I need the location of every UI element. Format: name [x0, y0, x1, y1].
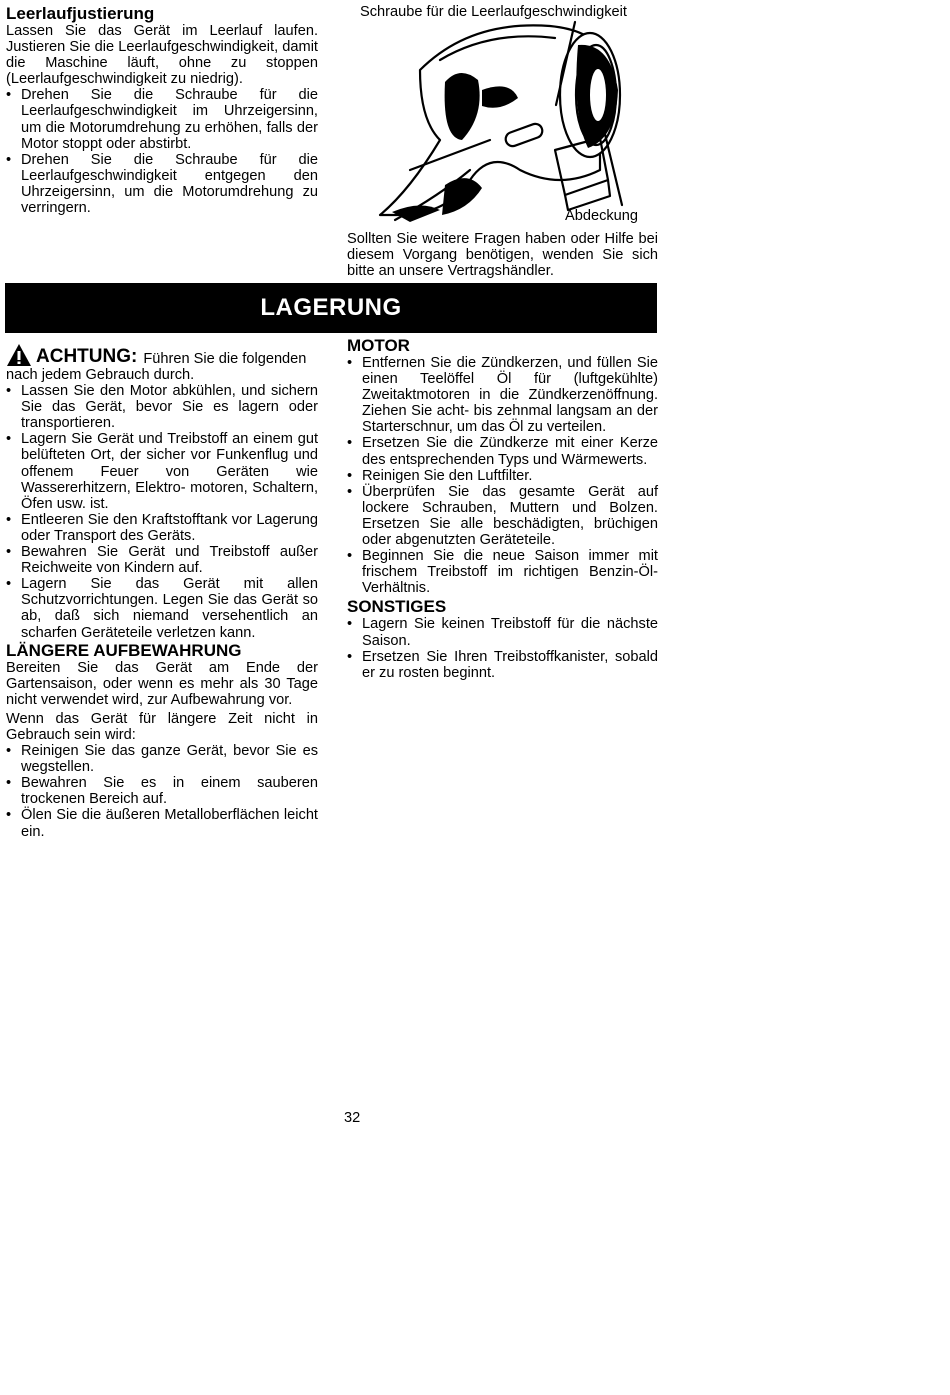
warning-text: Führen Sie die folgenden — [143, 350, 307, 367]
figure-caption-block — [347, 231, 658, 279]
warning-bullet: • Lagern Sie das Gerät mit allen Schutzvorrichtungen. Legen Sie das Gerät so ab, daß sich niemand versehentlich an scharfen Geräteteile verletzen kann. — [6, 576, 318, 640]
misc-bullet: • Ersetzen Sie Ihren Treibstoffkanister, sobald er zu rosten beginnt. — [347, 649, 658, 681]
warning-bullet: • Entleeren Sie den Kraftstofftank vor Lagerung oder Transport des Geräts. — [6, 512, 318, 544]
idle-section — [6, 5, 318, 216]
motor-heading: MOTOR — [347, 336, 410, 355]
idle-heading: Leerlaufjustierung — [6, 4, 155, 23]
section-banner — [5, 283, 657, 333]
long-storage-heading: LÄNGERE AUFBEWAHRUNG — [6, 640, 242, 660]
long-storage-bullet: • Reinigen Sie das ganze Gerät, bevor Sie es wegstellen. — [6, 743, 318, 775]
idle-bullet: • Drehen Sie die Schraube für die Leerlaufgeschwindigkeit entgegen den Uhrzeigersinn, um die Motorumdrehung zu verringern. — [6, 152, 318, 216]
warning-section — [6, 343, 318, 840]
warning-bullet: • Bewahren Sie Gerät und Treibstoff außer Reichweite von Kindern auf. — [6, 544, 318, 576]
idle-intro: Lassen Sie das Gerät im Leerlauf laufen. Justieren Sie die Leerlaufgeschwindigkeit, damit die Maschine läuft, ohne zu stoppen (Leerlaufgeschwindigkeit zu niedrig). — [6, 23, 318, 88]
motor-bullet: • Überprüfen Sie das gesamte Gerät auf lockere Schrauben, Muttern und Bolzen. Ersetzen Sie alle beschädigten, brüchigen oder abgenutzten Geräteteile. — [347, 484, 658, 548]
warning-text-cont: nach jedem Gebrauch durch. — [6, 367, 195, 383]
long-storage-para1: Bereiten Sie das Gerät am Ende der Gartensaison, oder wenn es mehr als 30 Tage nicht verwendet wird, zur Aufbewahrung vor. — [6, 659, 318, 708]
misc-heading: SONSTIGES — [347, 597, 447, 617]
motor-bullet: • Reinigen Sie den Luftfilter. — [347, 468, 658, 484]
long-storage-list — [6, 743, 318, 840]
figure-label-cover: Abdeckung — [565, 208, 639, 224]
motor-list — [347, 355, 658, 596]
warning-bullet: • Lagern Sie Gerät und Treibstoff an einem gut belüfteten Ort, der sicher vor Funkenflug und offenem Feuer von Geräten wie Wassererhitzern, Elektro- motoren, Schaltern, Öfen usw. ist. — [6, 431, 318, 511]
idle-bullet: • Drehen Sie die Schraube für die Leerlaufgeschwindigkeit im Uhrzeigersinn, um die Motorumdrehung zu erhöhen, falls der Motor stoppt oder abstirbt. — [6, 87, 318, 151]
misc-bullet: • Lagern Sie keinen Treibstoff für die nächste Saison. — [347, 616, 658, 648]
figure-caption: Sollten Sie weitere Fragen haben oder Hilfe bei diesem Vorgang benötigen, wenden Sie sich bitte an unsere Vertragshändler. — [347, 231, 658, 280]
blower-engine-illustration — [350, 20, 660, 230]
motor-bullet: • Entfernen Sie die Zündkerzen, und füllen Sie einen Teelöffel Öl für (luftgekühlte) Zweitaktmotoren in die Zündkerzenöffnung. Ziehen Sie acht- bis zehnmal langsam an der Starterschnur, um das Öl zu verteilen. — [347, 355, 658, 435]
warning-header — [6, 343, 318, 367]
page-number: 32 — [344, 1110, 361, 1126]
long-storage-para2: Wenn das Gerät für längere Zeit nicht in Gebrauch sein wird: — [6, 710, 318, 743]
warning-list — [6, 383, 318, 641]
motor-section — [347, 337, 658, 681]
misc-list — [347, 616, 658, 680]
warning-triangle-icon — [6, 343, 32, 367]
long-storage-bullet: • Ölen Sie die äußeren Metalloberflächen leicht ein. — [6, 807, 318, 839]
motor-bullet: • Beginnen Sie die neue Saison immer mit frischem Treibstoff im richtigen Benzin-Öl-Verhältnis. — [347, 548, 658, 596]
banner-title: LAGERUNG — [260, 294, 402, 321]
idle-list — [6, 87, 318, 216]
motor-bullet: • Ersetzen Sie die Zündkerze mit einer Kerze des entsprechenden Typs und Wärmewerts. — [347, 435, 658, 467]
warning-bullet: • Lassen Sie den Motor abkühlen, und sichern Sie das Gerät, bevor Sie es lagern oder transportieren. — [6, 383, 318, 431]
figure-label-screw: Schraube für die Leerlaufgeschwindigkeit — [360, 4, 627, 20]
long-storage-bullet: • Bewahren Sie es in einem sauberen trockenen Bereich auf. — [6, 775, 318, 807]
warning-word: ACHTUNG: — [36, 346, 138, 367]
